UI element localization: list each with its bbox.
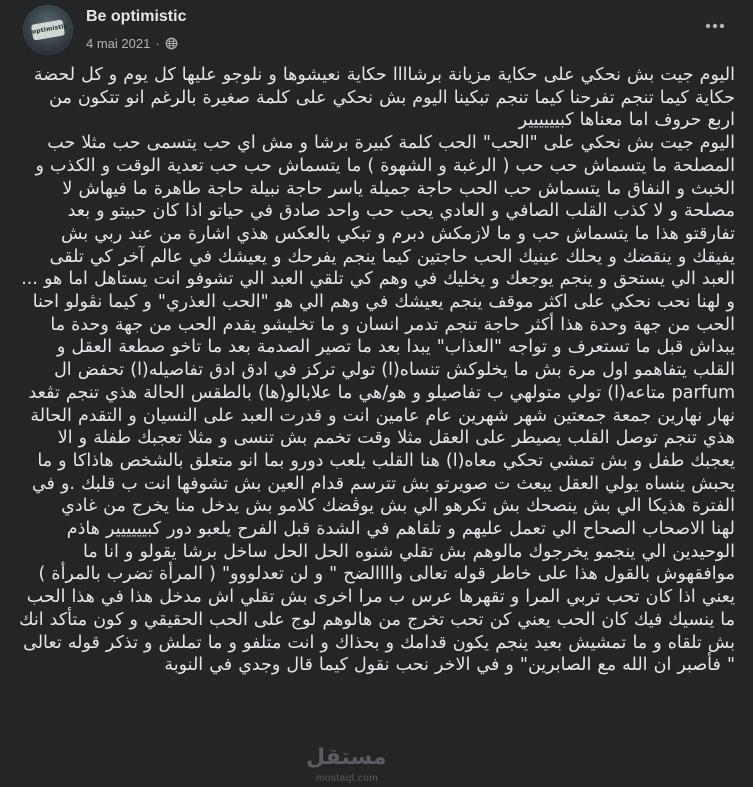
globe-icon[interactable] <box>165 37 178 50</box>
watermark-logo: مستقل <box>306 745 387 770</box>
post-date-link[interactable]: 4 mai 2021 <box>86 36 151 51</box>
watermark-sub: mostaql.com <box>316 773 379 784</box>
page-name-link[interactable]: Be optimistic <box>86 8 187 25</box>
post-header <box>0 0 753 62</box>
meta-separator: · <box>155 36 160 51</box>
more-horizontal-icon[interactable] <box>699 14 731 38</box>
page-avatar[interactable] <box>23 5 73 55</box>
avatar-badge: optimistic <box>31 19 65 40</box>
post-paragraph: لهنا الاصحاب الصحاح الي تعمل عليهم و تلقاهم في الشدة قبل الفرح يلعبو دور كبيييييير هاذم الوحيدين الي ينجمو يخرجوك مالوهم بش تقلي شنوه الحل الحل ساخل برشا يقولو و انا ما موافقهوش بالقول هذا على خاطر قوله تعالى واااالضح " و لن تعدلووو" ( المرأة تضرب بالمرأة ) يعني اذا كان تحب تربي المرا و تقهرها عرس ب مرا اخرى بش تقلي اش مدخل هذا في هذا الحب ما ينسيك فيك كان الحب يعني كن تحب تخرج من هالوهم لوج على الحب الحقيقي و كون متأكد انك بش تلقاه و ما تمشيش بعيد ينجم يكون قدامك و بحذاك و انت متلفو و ما تملش و تذكر قوله تعالى " فأصبر ان الله مع الصابرين" و في الاخر نحب نقول كيما قال وجدي في النوبة <box>19 519 735 676</box>
mostaql-watermark <box>298 745 408 787</box>
post-meta <box>86 36 178 51</box>
post-paragraph: اليوم جيت بش نحكي على حكاية مزيانة برشاااا حكاية نعيشوها و نلوجو عليها كل يوم و كل لحضة حكاية كيما تنجم تفرحنا كيما تنجم تبكينا اليوم بش نحكي على كلمة صغيرة بالرغم انو تتكون من اربع حروف اما معناها كبيييييير <box>33 65 735 131</box>
post-body-text <box>18 64 735 677</box>
post-paragraph: اليوم جيت بش نحكي على "الحب" الحب كلمة كبيرة برشا و مش اي حب يتسمى حب مثلا حب المصلحة ما يتسماش حب حب ( الرغبة و الشهوة ) ما يتسماش حب حب تعدية الوقت و الكذب و الخبث و النفاق ما يتسماش حب الحب حاجة جميلة ياسر حاجة نبيلة حاجة طاهرة ما فيهاش لا مصلحة و لا كذب القلب الصافي و العادي يحب حب واحد صادق في حياتو اذا كان حبيتو و بعد تفارقتو هذا ما يتسماش حب و ما لازمكش دبرم و تبكي بالعكس هذي اشارة من عند ربي بش يفيقك و ينقضك و يحلك عينيك الحب حاجتين كيما ينجم يفرحك و يعيشك في عالم آخر كي تلقى العبد الي يستحق و ينجم يوجعك و يخليك في وهم كي تلقي العبد الي تشوفو انت يستاهل اما هو ... <box>21 133 735 290</box>
post-paragraph: و لهنا نحب نحكي على اكثر موقف ينجم يعيشك في وهم الي هو "الحب العذري" و كيما نڨولو احنا الحب من جهة وحدة هذا أكثر حاجة تنجم تدمر انسان و ما تخليشو يقدم الحب من جهة وحدة ما يبداش قبل ما تستعرف و تواجه "العذاب" يبدا بعد ما تصير الصدمة بعد ما تاخو صطعة العقل و القلب يتفاهمو اول مرة بش ما يخلوكش تنساه(ا) تولي تركز في ادق ادق تفاصيله(ا) تحفض ال parfum متاعه(ا) تولي متولهي ب تفاصيلو و هو/هي ما علابالو(ها) بالطقس الحالة هذي تنجم تڨعد نهار نهارين جمعة جمعتين شهر شهرين عام عامين انت و قدرت العبد على النسيان و التقدم الحالة هذي تنجم توصل القلب يصيطر على العقل مثلا وقت تخمم بش تنسى و مثلا تعجبك طفلة و الا يعجبك طفل و بش تمشي تحكي معاه(ا) هنا القلب يلعب دورو بما انو متعلق بالشخص هاذاكا و ما يحبش ينساه يولي العقل يبعث ت صويرتو بش تترسم قدام العين بش تشوفها انت ب قلبك .و في الفترة هذيكا الي بش ينصحك بش تكرهو الي بش يوڨضك كلامو بش يدخل منا يخرج من غادي <box>28 292 735 517</box>
